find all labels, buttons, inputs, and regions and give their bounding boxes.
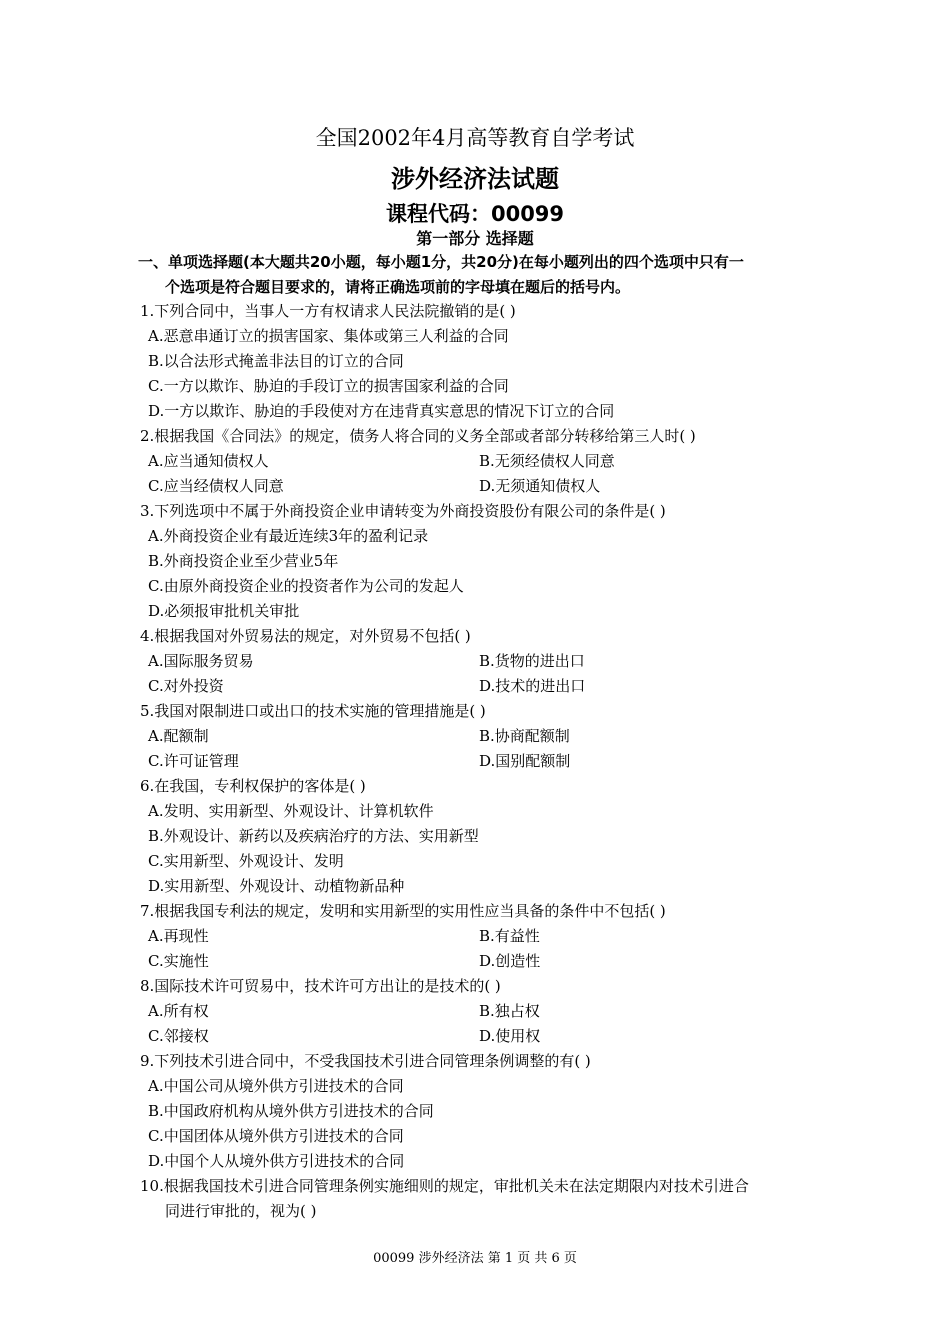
part-heading: 第一部分 选择题	[416, 229, 534, 248]
option-2d: D.无须通知债权人	[479, 477, 601, 495]
option-7c: C.实施性	[148, 952, 209, 970]
option-8c: C.邻接权	[148, 1027, 209, 1045]
option-8a: A.所有权	[148, 1002, 209, 1020]
option-3d: D.必须报审批机关审批	[148, 602, 300, 620]
question-10-cont: 同进行审批的，视为( )	[165, 1202, 317, 1220]
question-4: 4.根据我国对外贸易法的规定，对外贸易不包括( )	[140, 627, 471, 645]
question-9: 9.下列技术引进合同中，不受我国技术引进合同管理条例调整的有( )	[140, 1052, 591, 1070]
question-1: 1.下列合同中，当事人一方有权请求人民法院撤销的是( )	[140, 302, 516, 320]
option-1d: D.一方以欺诈、胁迫的手段使对方在违背真实意思的情况下订立的合同	[148, 402, 615, 420]
exam-title: 全国2002年4月高等教育自学考试	[315, 126, 635, 150]
option-5b: B.协商配额制	[479, 727, 570, 745]
option-1c: C.一方以欺诈、胁迫的手段订立的损害国家利益的合同	[148, 377, 509, 395]
option-6b: B.外观设计、新药以及疾病治疗的方法、实用新型	[148, 827, 479, 845]
option-6a: A.发明、实用新型、外观设计、计算机软件	[148, 802, 434, 820]
option-5a: A.配额制	[148, 727, 209, 745]
option-9c: C.中国团体从境外供方引进技术的合同	[148, 1127, 404, 1145]
page-footer: 00099 涉外经济法 第 1 页 共 6 页	[373, 1251, 577, 1266]
option-4c: C.对外投资	[148, 677, 224, 695]
option-3b: B.外商投资企业至少营业5年	[148, 552, 339, 570]
section-instructions-line2: 个选项是符合题目要求的，请将正确选项前的字母填在题后的括号内。	[165, 278, 631, 296]
section-instructions-line1: 一、单项选择题(本大题共20小题，每小题1分，共20分)在每小题列出的四个选项中只有一	[138, 253, 744, 271]
question-7: 7.根据我国专利法的规定，发明和实用新型的实用性应当具备的条件中不包括( )	[140, 902, 666, 920]
option-2c: C.应当经债权人同意	[148, 477, 284, 495]
option-2b: B.无须经债权人同意	[479, 452, 615, 470]
option-4a: A.国际服务贸易	[148, 652, 254, 670]
option-1b: B.以合法形式掩盖非法目的订立的合同	[148, 352, 404, 370]
question-5: 5.我国对限制进口或出口的技术实施的管理措施是( )	[140, 702, 486, 720]
option-7b: B.有益性	[479, 927, 540, 945]
option-3c: C.由原外商投资企业的投资者作为公司的发起人	[148, 577, 464, 595]
question-2: 2.根据我国《合同法》的规定，债务人将合同的义务全部或者部分转移给第三人时( )	[140, 427, 696, 445]
question-3: 3.下列选项中不属于外商投资企业申请转变为外商投资股份有限公司的条件是( )	[140, 502, 666, 520]
subject-title: 涉外经济法试题	[391, 165, 559, 193]
question-10: 10.根据我国技术引进合同管理条例实施细则的规定，审批机关未在法定期限内对技术引进合	[140, 1177, 749, 1195]
option-6d: D.实用新型、外观设计、动植物新品种	[148, 877, 405, 895]
option-2a: A.应当通知债权人	[148, 452, 269, 470]
option-1a: A.恶意串通订立的损害国家、集体或第三人利益的合同	[148, 327, 509, 345]
option-9a: A.中国公司从境外供方引进技术的合同	[148, 1077, 404, 1095]
course-code: 课程代码：00099	[385, 202, 565, 226]
option-6c: C.实用新型、外观设计、发明	[148, 852, 344, 870]
option-7d: D.创造性	[479, 952, 541, 970]
question-6: 6.在我国，专利权保护的客体是( )	[140, 777, 366, 795]
option-9d: D.中国个人从境外供方引进技术的合同	[148, 1152, 405, 1170]
option-5d: D.国别配额制	[479, 752, 571, 770]
option-3a: A.外商投资企业有最近连续3年的盈利记录	[148, 527, 429, 545]
option-8b: B.独占权	[479, 1002, 540, 1020]
question-8: 8.国际技术许可贸易中，技术许可方出让的是技术的( )	[140, 977, 501, 995]
option-8d: D.使用权	[479, 1027, 541, 1045]
option-4b: B.货物的进出口	[479, 652, 585, 670]
option-5c: C.许可证管理	[148, 752, 239, 770]
option-4d: D.技术的进出口	[479, 677, 586, 695]
option-9b: B.中国政府机构从境外供方引进技术的合同	[148, 1102, 434, 1120]
option-7a: A.再现性	[148, 927, 209, 945]
